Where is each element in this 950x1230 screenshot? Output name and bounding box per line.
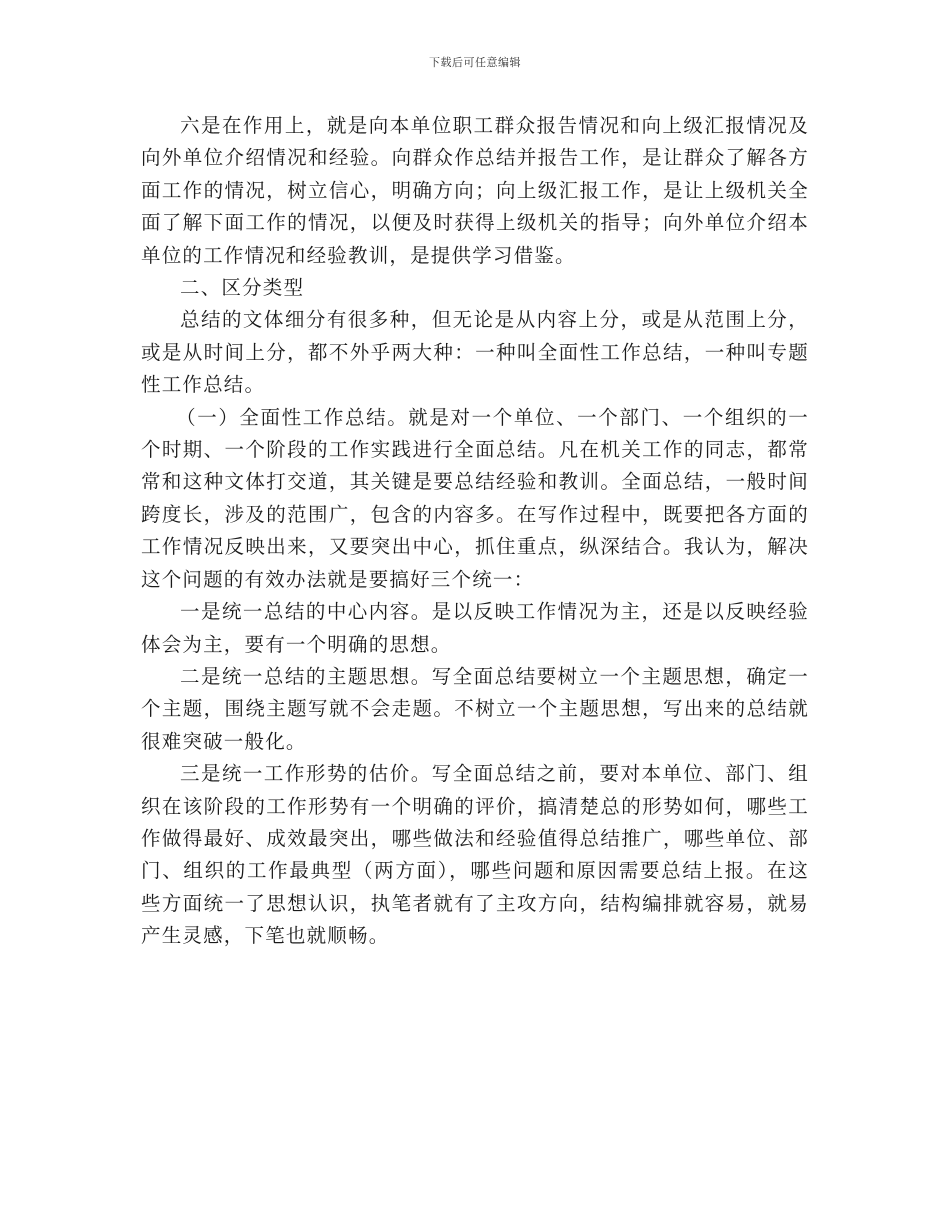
paragraph-comprehensive-summary: （一）全面性工作总结。就是对一个单位、一个部门、一个组织的一个时期、一个阶段的工作实践进行全面总结。凡在机关工作的同志，都常常和这种文体打交道，其关键是要总结经验和教训。全面总结，一般时间跨度长，涉及的范围广，包含的内容多。在写作过程中，既要把各方面的工作情况反映出来，又要突出中心，抓住重点，纵深结合。我认为，解决这个问题的有效办法就是要搞好三个统一： xyxy=(141,405,809,591)
paragraph-unify-content: 一是统一总结的中心内容。是以反映工作情况为主，还是以反映经验体会为主，要有一个明确的思想。 xyxy=(141,600,809,656)
paragraph-unify-theme: 二是统一总结的主题思想。写全面总结要树立一个主题思想，确定一个主题，围绕主题写就不会走题。不树立一个主题思想，写出来的总结就很难突破一般化。 xyxy=(141,664,809,753)
paragraph-unify-assessment: 三是统一工作形势的估价。写全面总结之前，要对本单位、部门、组织在该阶段的工作形势有一个明确的评价，搞清楚总的形势如何，哪些工作做得最好、成效最突出，哪些做法和经验值得总结推广，哪些单位、部门、组织的工作最典型（两方面），哪些问题和原因需要总结上报。在这些方面统一了思想认识，执笔者就有了主攻方向，结构编排就容易，就易产生灵感，下笔也就顺畅。 xyxy=(141,762,809,948)
paragraph-types-overview: 总结的文体细分有很多种，但无论是从内容上分，或是从范围上分，或是从时间上分，都不外乎两大种：一种叫全面性工作总结，一种叫专题性工作总结。 xyxy=(141,308,809,397)
document-body xyxy=(141,110,809,953)
page-header: 下载后可任意编辑 xyxy=(429,56,521,69)
section-heading-types: 二、区分类型 xyxy=(180,276,305,300)
paragraph-role-reporting: 六是在作用上，就是向本单位职工群众报告情况和向上级汇报情况及向外单位介绍情况和经验。向群众作总结并报告工作，是让群众了解各方面工作的情况，树立信心，明确方向；向上级汇报工作，是让上级机关全面了解下面工作的情况，以便及时获得上级机关的指导；向外单位介绍本单位的工作情况和经验教训，是提供学习借鉴。 xyxy=(141,114,809,267)
